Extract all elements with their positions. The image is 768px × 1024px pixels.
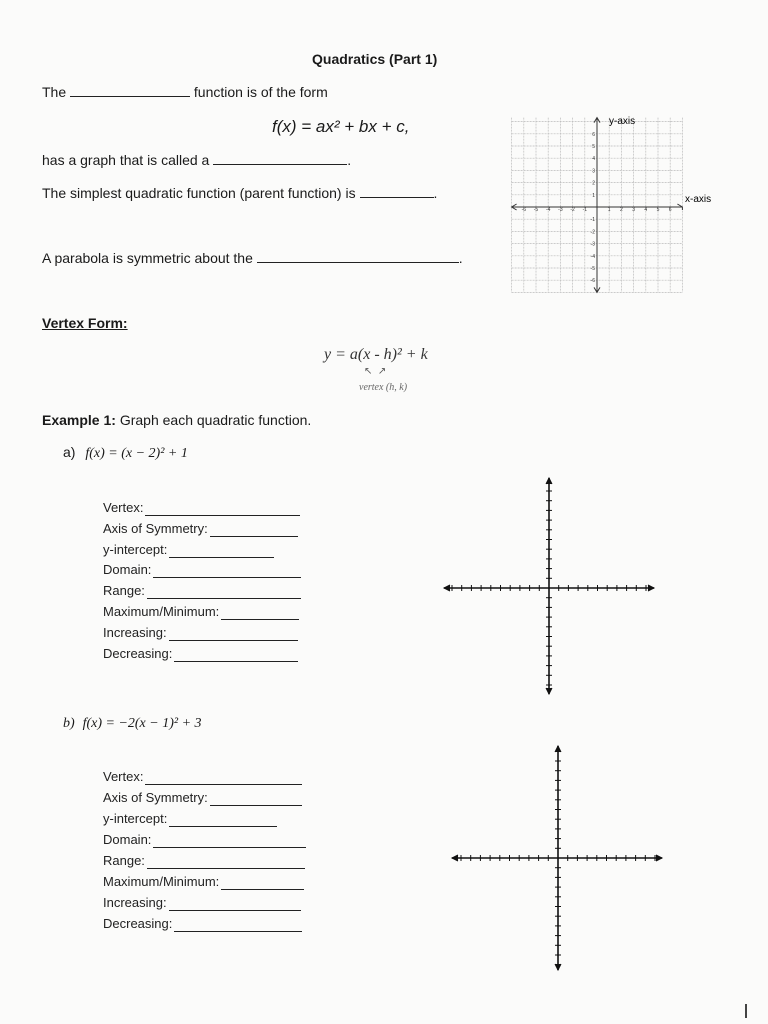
part-a-function: f(x) = (x − 2)² + 1	[85, 446, 188, 461]
intro-line-2-pre: has a graph that is called a	[42, 152, 210, 168]
grid-y-tick-label: 5	[592, 144, 595, 150]
example-1-label: Example 1:	[42, 412, 116, 428]
part-a-arrow-up	[546, 478, 552, 484]
part-b-answer-line[interactable]	[169, 910, 301, 911]
grid-x-tick-label: 1	[607, 207, 611, 213]
intro-line-4-pre: A parabola is symmetric about the	[42, 250, 253, 266]
parent-function-blank[interactable]	[360, 196, 434, 198]
part-a-graph[interactable]	[440, 476, 660, 696]
page-title: Quadratics (Part 1)	[312, 51, 438, 67]
grid-x-tick-label: 4	[644, 207, 648, 213]
part-a-question-label: Maximum/Minimum:	[103, 604, 220, 619]
part-a-question-label: Increasing:	[103, 624, 167, 640]
part-a-arrow-left	[444, 585, 450, 591]
intro-line-2-post: .	[347, 152, 352, 168]
part-a-answer-line[interactable]	[169, 640, 298, 641]
y-axis-label: y-axis	[609, 116, 636, 127]
part-b-arrow-left	[452, 855, 458, 861]
part-a-question-label: Decreasing:	[103, 645, 173, 661]
part-a-answer-line[interactable]	[145, 515, 300, 516]
grid-y-tick-label: -5	[590, 266, 595, 272]
grid-x-tick-label: 2	[620, 207, 623, 213]
vertex-form-equation: y = a(x - h)² + k	[324, 346, 428, 363]
part-a-arrow-right	[648, 585, 654, 591]
part-b-question-label: Axis of Symmetry:	[103, 790, 208, 805]
part-a-answer-line[interactable]	[221, 619, 299, 620]
function-name-blank[interactable]	[70, 95, 190, 97]
x-axis-label: x-axis	[685, 194, 712, 205]
grid-x-tick-label: -5	[533, 207, 539, 213]
part-b-answer-line[interactable]	[174, 931, 302, 932]
part-b-question-label: y-intercept:	[103, 811, 168, 826]
grid-y-tick-label: -1	[590, 217, 595, 224]
part-a-question-label: Axis of Symmetry:	[103, 520, 208, 536]
grid-y-tick-label: 3	[592, 168, 595, 175]
grid-x-tick-label: 6	[668, 207, 672, 213]
grid-x-tick-label: 3	[632, 207, 635, 213]
symmetry-blank[interactable]	[257, 261, 459, 263]
example-1-instruction: Graph each quadratic function.	[119, 412, 312, 428]
grid-y-tick-label: 4	[592, 156, 595, 163]
graph-name-blank[interactable]	[213, 163, 347, 165]
coordinate-grid	[521, 110, 725, 290]
intro-line-3	[42, 185, 437, 201]
part-b-question-label: Increasing:	[103, 895, 167, 910]
part-a-header	[63, 444, 188, 462]
part-b-answer-line[interactable]	[153, 847, 306, 848]
part-b-label: b)	[63, 716, 75, 731]
intro-line-3-pre: The simplest quadratic function (parent function) is	[42, 185, 356, 201]
intro-line-1	[42, 84, 328, 100]
part-b-graph[interactable]	[448, 744, 668, 972]
part-a-arrow-down	[546, 688, 552, 694]
vertex-form-note: vertex (h, k)	[359, 382, 408, 393]
grid-y-tick-label: -6	[590, 278, 595, 285]
part-a-question-label: Domain:	[103, 562, 152, 578]
intro-line-1-pre: The	[42, 84, 67, 100]
part-b-answer-line[interactable]	[210, 805, 302, 806]
grid-y-tick-label: -2	[590, 229, 595, 236]
part-a-question-label: y-intercept:	[103, 541, 168, 557]
part-b-answer-line[interactable]	[145, 784, 302, 785]
grid-x-tick-label: -3	[558, 207, 563, 213]
intro-line-1-post: function is of the form	[193, 84, 328, 100]
intro-line-4	[42, 250, 463, 266]
grid-x-tick-label: 5	[656, 207, 660, 213]
part-a-axes	[444, 478, 654, 694]
part-a-answer-line[interactable]	[169, 557, 274, 558]
part-a-question-label: Range:	[103, 583, 145, 599]
part-a-answer-line[interactable]	[147, 598, 301, 599]
scan-edge-mark	[745, 1004, 747, 1018]
example-1	[42, 412, 311, 428]
grid-y-tick-label: -4	[590, 253, 595, 260]
part-a-answer-line[interactable]	[210, 536, 298, 537]
intro-line-4-post: .	[458, 250, 463, 266]
grid-x-tick-label: -4	[545, 207, 551, 213]
part-b-question-label: Decreasing:	[103, 916, 173, 931]
part-b-arrow-up	[555, 746, 561, 752]
part-b-question-label: Range:	[103, 853, 145, 868]
intro-line-3-post: .	[433, 185, 438, 201]
part-b-question-label: Vertex:	[103, 769, 144, 784]
part-b-arrow-right	[656, 855, 662, 861]
grid-y-tick-label: 6	[592, 131, 595, 138]
part-b-answer-line[interactable]	[169, 826, 277, 827]
grid-y-tick-label: 1	[592, 192, 595, 199]
part-a-answer-line[interactable]	[153, 577, 301, 578]
part-b-answer-line[interactable]	[147, 868, 305, 869]
part-a-question-label: Vertex:	[103, 500, 144, 515]
grid-x-tick-label: -1	[582, 207, 588, 213]
part-b-header	[63, 714, 202, 732]
part-b-axes	[452, 746, 662, 970]
vertex-arrows: ↖ ↗	[364, 366, 387, 377]
part-b-function: f(x) = −2(x − 1)² + 3	[82, 716, 202, 731]
grid-x-tick-label: -2	[570, 207, 575, 213]
part-a-answer-line[interactable]	[174, 661, 298, 662]
part-b-arrow-down	[555, 964, 561, 970]
part-a-label: a)	[63, 444, 76, 460]
part-b-question-label: Maximum/Minimum:	[103, 874, 220, 889]
vertex-form-heading: Vertex Form:	[42, 315, 128, 331]
part-b-answer-line[interactable]	[221, 889, 304, 890]
grid-x-tick-label: -6	[521, 207, 527, 213]
standard-form-formula: f(x) = ax² + bx + c,	[272, 117, 410, 136]
grid-y-tick-label: 2	[592, 180, 595, 187]
part-b-question-label: Domain:	[103, 832, 152, 847]
grid-y-tick-label: -3	[590, 241, 595, 248]
coordinate-grid-lines	[512, 118, 683, 293]
intro-line-2	[42, 152, 351, 168]
